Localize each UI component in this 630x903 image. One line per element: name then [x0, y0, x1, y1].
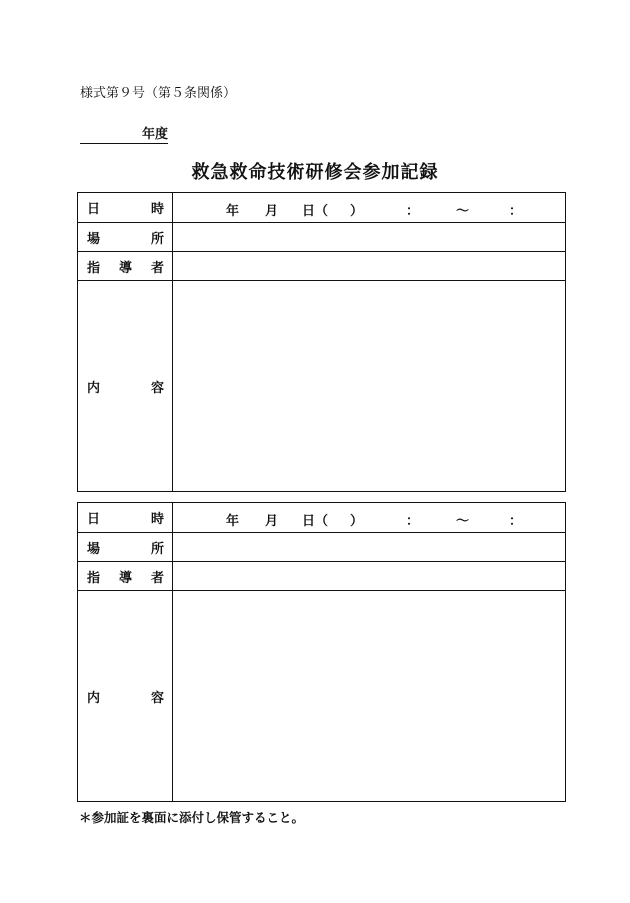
weekday-close-paren: ） [350, 514, 364, 529]
content-field[interactable] [173, 281, 566, 492]
end-time-colon: ： [509, 514, 523, 529]
content-label: 内 容 [78, 281, 173, 492]
content-label: 内 容 [78, 591, 173, 802]
month-unit: 月 [265, 204, 279, 219]
place-field[interactable] [173, 223, 566, 252]
place-label: 場 所 [78, 223, 173, 252]
place-row [78, 223, 566, 252]
record-table-2 [77, 502, 566, 802]
year-unit: 年 [226, 204, 240, 219]
form-number-label: 様式第９号（第５条関係） [80, 86, 237, 101]
place-field[interactable] [173, 533, 566, 562]
start-time-colon: ： [406, 204, 420, 219]
datetime-label: 日 時 [78, 503, 173, 533]
weekday-close-paren: ） [350, 204, 364, 219]
instructor-field[interactable] [173, 562, 566, 591]
day-unit: 日（ [302, 204, 329, 219]
fiscal-year-field[interactable] [80, 127, 168, 144]
content-row [78, 591, 566, 802]
record-table-1 [77, 192, 566, 492]
datetime-field[interactable] [173, 193, 566, 223]
content-row [78, 281, 566, 492]
datetime-field[interactable] [173, 503, 566, 533]
instructor-label: 指 導 者 [78, 252, 173, 281]
day-unit: 日（ [302, 514, 329, 529]
datetime-label: 日 時 [78, 193, 173, 223]
instructor-field[interactable] [173, 252, 566, 281]
footer-note: ＊参加証を裏面に添付し保管すること。 [79, 810, 305, 825]
year-unit: 年 [226, 514, 240, 529]
place-row [78, 533, 566, 562]
datetime-row [78, 503, 566, 533]
end-time-colon: ： [509, 204, 523, 219]
place-label: 場 所 [78, 533, 173, 562]
datetime-row [78, 193, 566, 223]
instructor-row [78, 562, 566, 591]
content-field[interactable] [173, 591, 566, 802]
instructor-label: 指 導 者 [78, 562, 173, 591]
fiscal-year-suffix: 年度 [141, 127, 168, 142]
page-title: 救急救命技術研修会参加記録 [191, 162, 439, 183]
time-range-tilde: 〜 [456, 204, 470, 219]
month-unit: 月 [265, 514, 279, 529]
start-time-colon: ： [406, 514, 420, 529]
instructor-row [78, 252, 566, 281]
time-range-tilde: 〜 [456, 514, 470, 529]
